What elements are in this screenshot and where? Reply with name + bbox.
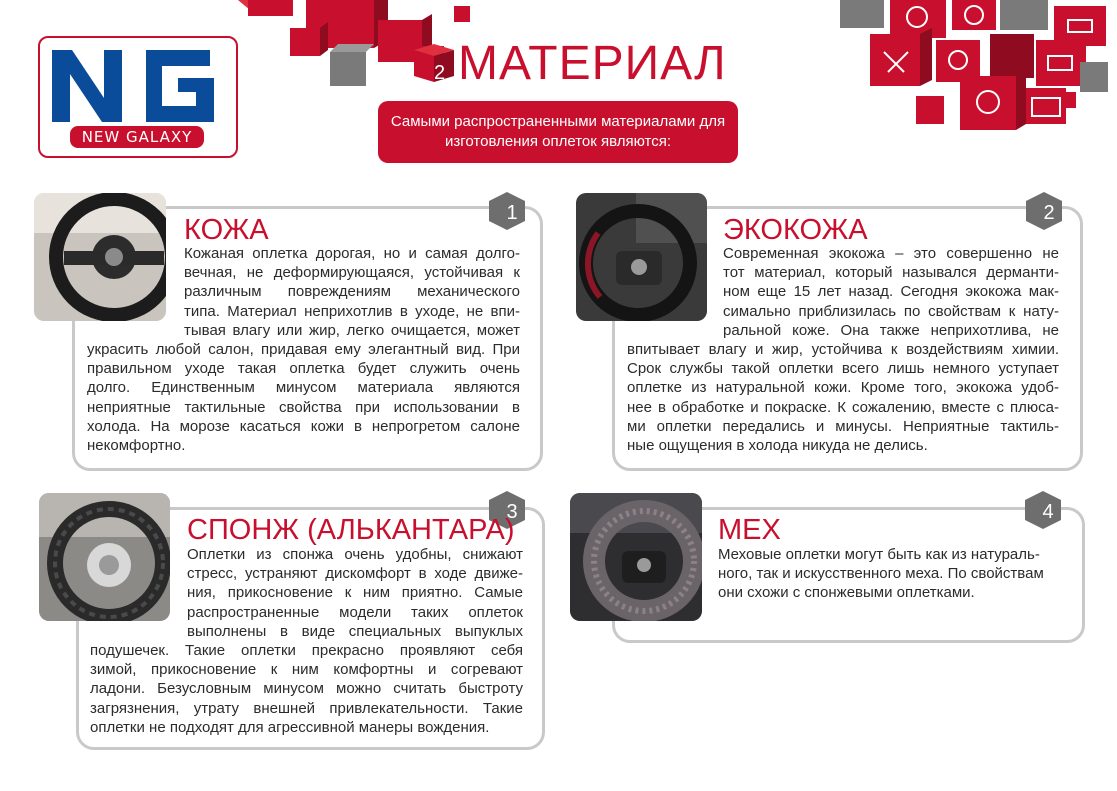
- sponge-steering-wheel-photo: [39, 493, 170, 621]
- icon-cube-cluster: [840, 0, 1117, 140]
- section-text-side: Современная экокожа – это совершенно не тот материал, который назывался дерманти- ном еще 15 лет назад. Сегодня экокожа мак- симально приблизилась по свойствам к нату- ральной коже. Она также неприхотлива, не: [723, 245, 1059, 339]
- brand-logo: [38, 36, 238, 158]
- section-number: 3: [506, 501, 518, 523]
- fur-steering-wheel-photo: [570, 493, 702, 621]
- page-title: МАТЕРИАЛ: [458, 37, 727, 90]
- section-text-side: Кожаная оплетка дорогая, но и самая долго- вечная, не деформирующаяся, устойчивая к различным повреждениям механического типа. Материал неприхотлив в уходе, не впи- тывая влагу или жир, легко очищается, может: [184, 245, 520, 339]
- section-number: 2: [1043, 202, 1055, 224]
- intro-text: Самыми распространенными материалами для изготовления оплеток являются:: [390, 113, 726, 150]
- section-text-full: украсить любой салон, придавая ему элегантный вид. При правильном уходе такая оплетка будет служить очень долго. Единственным минусом материала являются неприятные тактильные свойства при использовании в холода. На морозе касаться кожи в непрогретом салоне некомфортно.: [87, 341, 520, 455]
- section-heading: ЭКОКОЖА: [723, 214, 868, 246]
- section-heading: МЕХ: [718, 514, 781, 546]
- ng-logo-mark: [46, 42, 230, 128]
- eco-leather-steering-wheel-photo: [576, 193, 707, 321]
- section-number: 4: [1042, 501, 1054, 523]
- section-text-full: впитывает влагу и жир, устойчива к воздействиям химии. Срок службы такой оплетки всего лишь немного уступает оплетке из натуральной кожи. Кроме того, экокожа удоб- нее в обработке и покраске. К сожалению, вместе с плюса- ми оплетки передались и минусы. Неприятные тактиль- ные ощущения в холода никуда не делись.: [627, 341, 1059, 455]
- logo-tagline: NEW GALAXY: [70, 126, 204, 148]
- section-heading: КОЖА: [184, 214, 269, 246]
- section-heading: СПОНЖ (АЛЬКАНТАРА): [187, 514, 515, 546]
- section-text-side: Оплетки из спонжа очень удобны, снижают стресс, устраняют дискомфорт в ходе движе- ния, прикосновение к ним приятно. Самые распространенные модели таких оплеток выполнены в виде специальных выпуклых: [187, 546, 523, 640]
- page-number: 2: [434, 62, 446, 84]
- section-text-side: Меховые оплетки могут быть как из натураль- ного, так и искусственного меха. По свойствам они схожи с спонжевыми оплетками.: [718, 546, 1044, 602]
- intro-banner: [378, 101, 738, 163]
- section-text-full: подушечек. Такие оплетки прекрасно проявляют себя зимой, прикосновение к ним комфортны и согревают ладони. Безусловным минусом можно считать быстроту загрязнения, утрату внешней привлекательности. Такие оплетки не подходят для агрессивной манеры вождения.: [90, 642, 523, 736]
- section-number: 1: [506, 202, 518, 224]
- leather-steering-wheel-photo: [34, 193, 166, 321]
